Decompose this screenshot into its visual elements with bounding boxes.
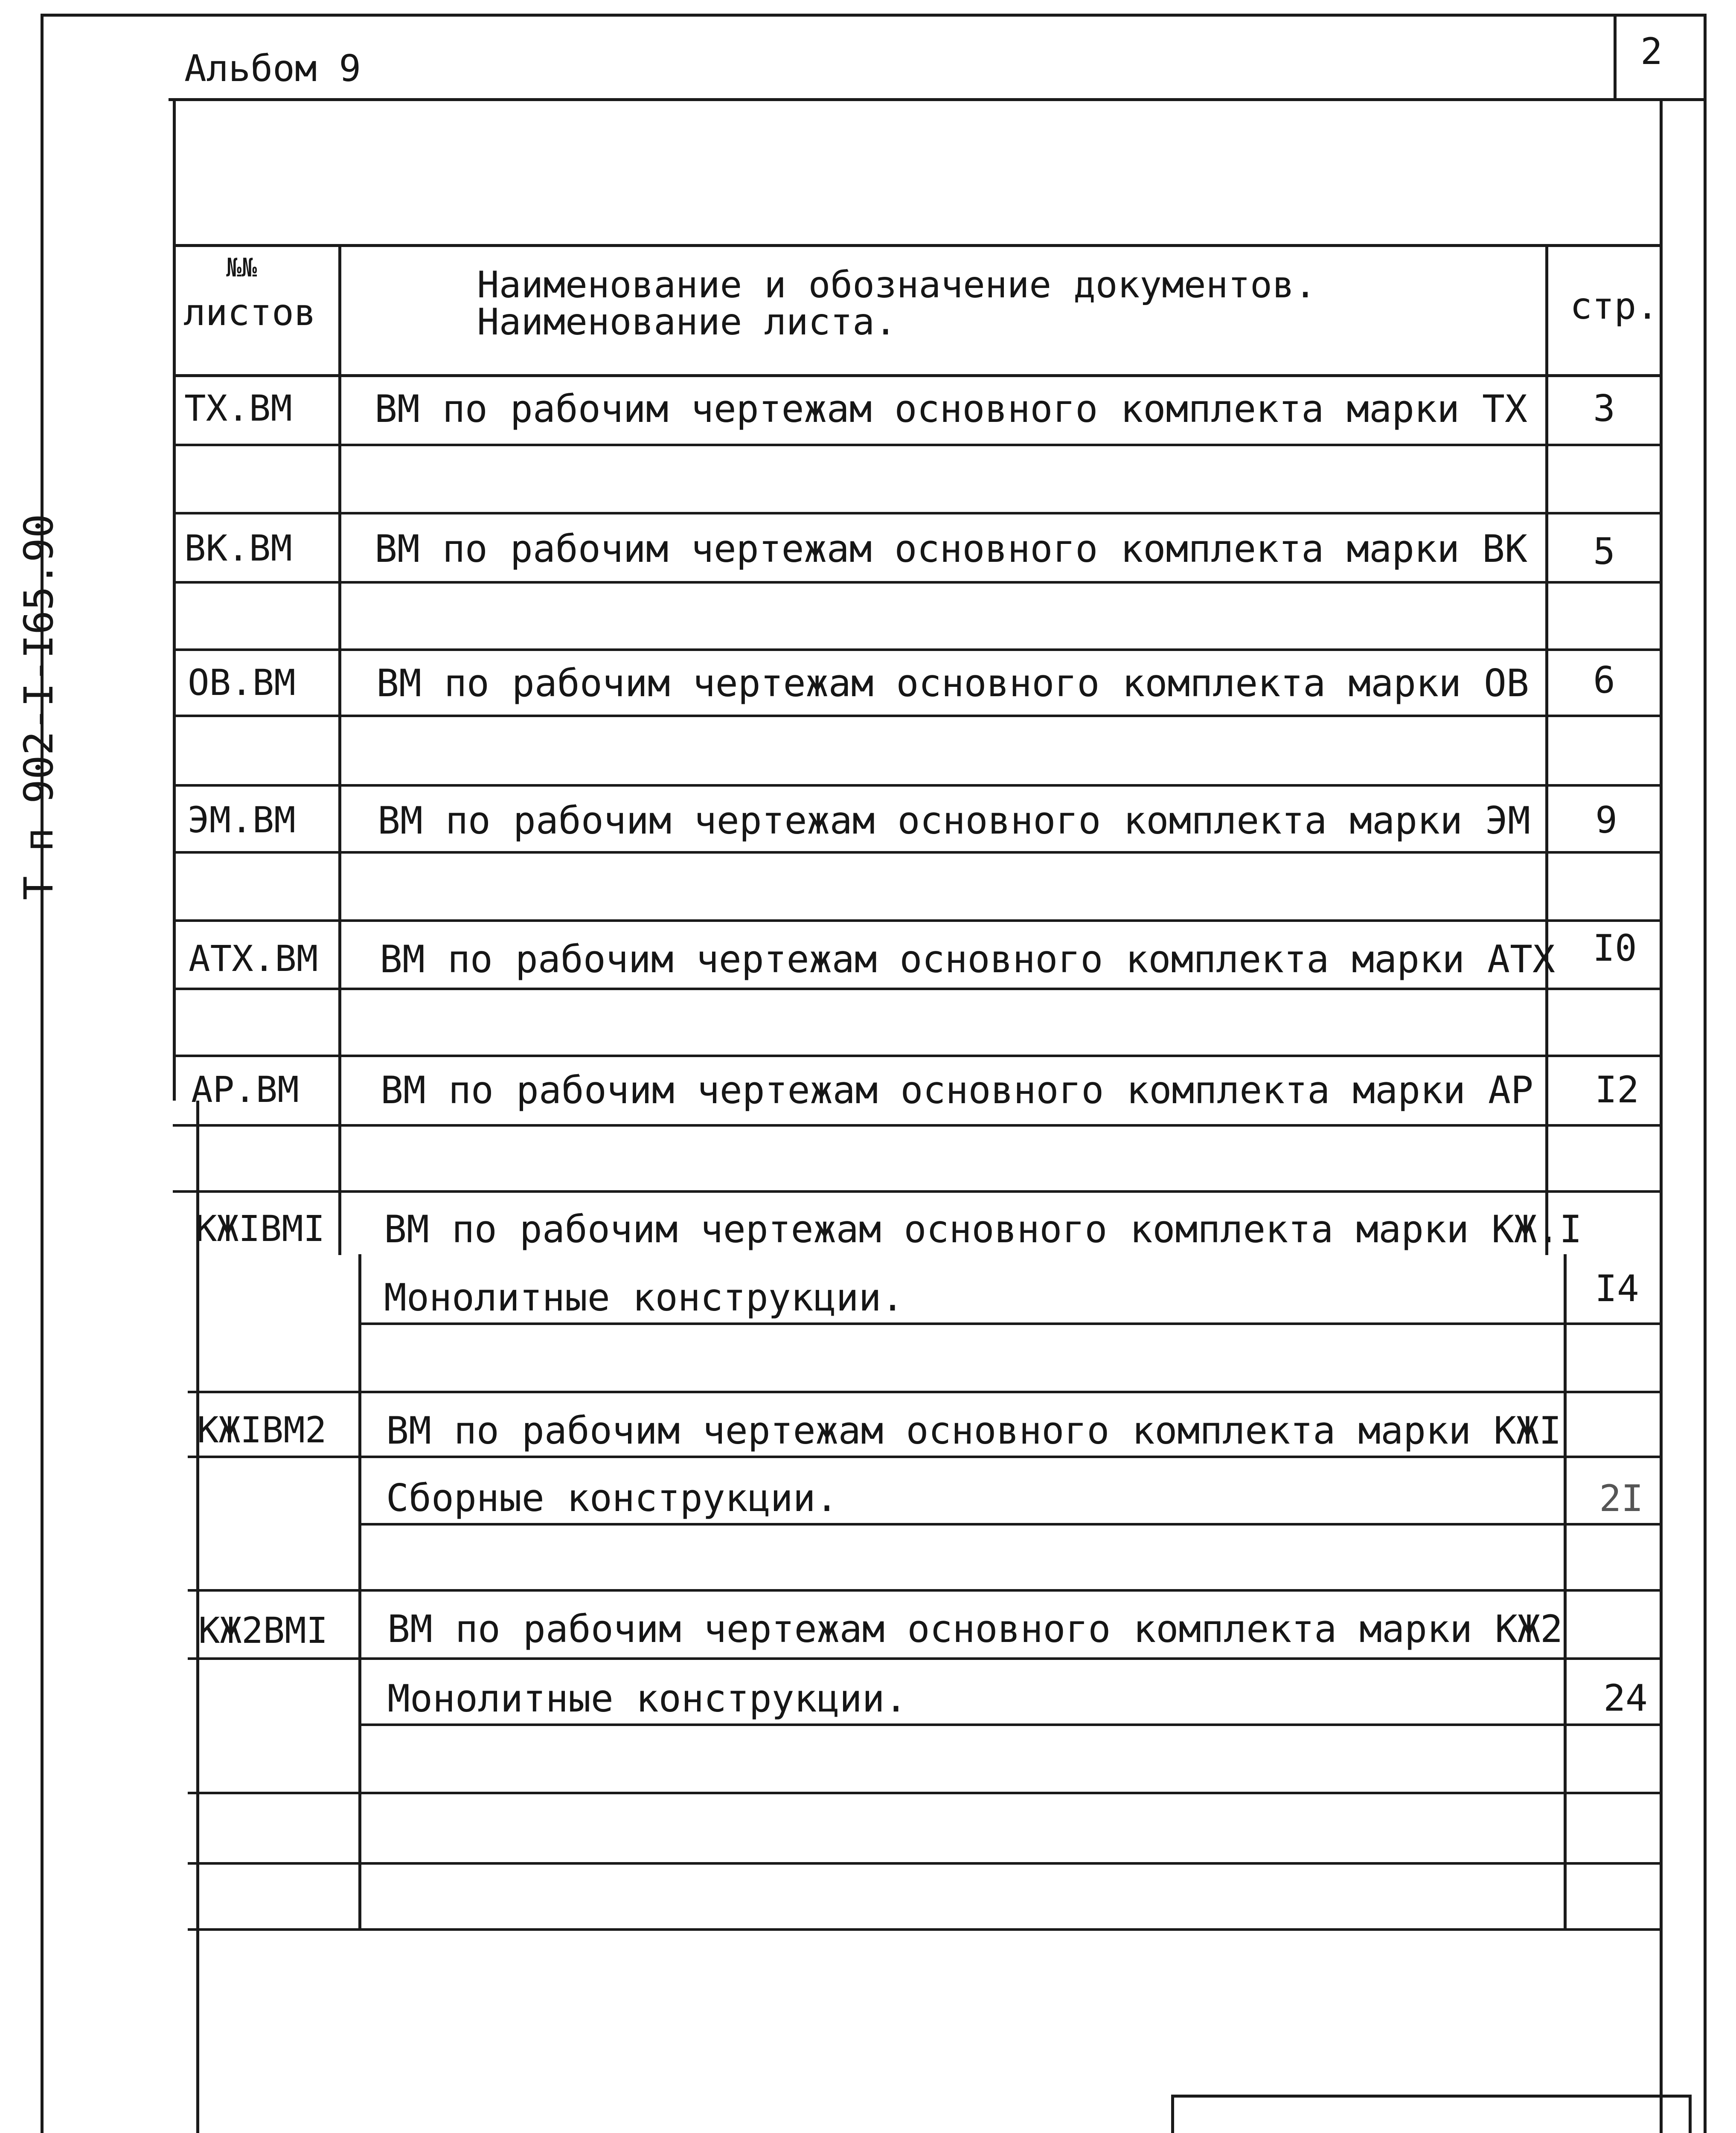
page-ref: I0: [1593, 927, 1637, 970]
column-header-bottom-line: [173, 374, 1663, 377]
page-ref: 24: [1603, 1677, 1648, 1720]
document-name: ВМ по рабочим чертежам основного комплекта марки КЖI: [386, 1409, 1562, 1453]
sheet-code: ОВ.ВМ: [188, 662, 296, 703]
column-divider-code-lower: [358, 1254, 361, 1930]
col-header-title-1: Наименование и обозначение документов.: [477, 264, 1317, 306]
column-divider-code: [338, 244, 341, 1255]
row-line: [188, 1391, 1663, 1393]
document-name: ВМ по рабочим чертежам основного комплекта марки АР: [381, 1068, 1534, 1112]
frame-top-line: [41, 14, 1707, 17]
row-line: [173, 784, 1663, 787]
page-ref: 2I: [1599, 1477, 1643, 1520]
frame-right-line: [1704, 14, 1707, 2133]
sheet-code: ВК.ВМ: [184, 527, 292, 569]
row-line: [188, 1456, 1663, 1458]
page-number: 2: [1640, 30, 1663, 73]
column-divider-page: [1545, 244, 1548, 1255]
document-name: ВМ по рабочим чертежам основного комплекта марки КЖ2: [387, 1607, 1563, 1651]
row-line: [188, 1589, 1663, 1592]
page-ref: 3: [1593, 387, 1615, 430]
document-name: ВМ по рабочим чертежам основного комплекта марки ТХ: [375, 387, 1528, 431]
row-line: [173, 648, 1663, 651]
row-line: [173, 715, 1663, 717]
row-line: [358, 1523, 1663, 1526]
sheet-code: КЖIВМI: [195, 1208, 325, 1250]
col-header-sheets-symbol: №№: [226, 253, 257, 283]
col-header-page: стр.: [1570, 285, 1659, 328]
album-label: Альбом 9: [184, 47, 361, 90]
document-name: ВМ по рабочим чертежам основного комплекта марки ЭМ: [378, 799, 1531, 843]
row-line: [173, 581, 1663, 584]
page-ref: I2: [1595, 1069, 1639, 1111]
document-name: ВМ по рабочим чертежам основного комплекта марки ОВ: [376, 661, 1530, 705]
sheet-code: ТХ.ВМ: [184, 387, 292, 429]
row-line: [188, 1792, 1663, 1794]
row-line: [173, 444, 1663, 446]
col-header-sheets: листов: [183, 291, 316, 334]
row-line: [358, 1723, 1663, 1726]
frame-left-line: [41, 14, 44, 2133]
row-line: [173, 1190, 1663, 1193]
document-name: ВМ по рабочим чертежам основного комплекта марки КЖ.I: [384, 1207, 1582, 1251]
page-ref: 6: [1593, 659, 1615, 702]
side-stamp-code: Т п 902-I-I65.90: [16, 514, 62, 900]
row-line: [173, 851, 1663, 854]
sheet-code: КЖIВМ2: [197, 1409, 327, 1451]
inner-left-line: [173, 98, 176, 1101]
inner-right-line: [1660, 98, 1663, 2133]
page-ref: 5: [1593, 530, 1615, 573]
row-line: [173, 1055, 1663, 1057]
document-subtitle: Монолитные конструкции.: [384, 1276, 904, 1319]
sheet-code: АТХ.ВМ: [189, 938, 318, 979]
document-name: ВМ по рабочим чертежам основного комплекта марки АТХ: [380, 937, 1555, 981]
page-ref: I4: [1595, 1267, 1639, 1310]
col-header-title-2: Наименование листа.: [477, 301, 897, 343]
stamp-box-right: [1689, 2095, 1692, 2133]
stamp-box-top: [1171, 2095, 1692, 2098]
document-subtitle: Сборные конструкции.: [386, 1476, 838, 1520]
sheet-code: ЭМ.ВМ: [188, 799, 296, 841]
row-line: [173, 512, 1663, 514]
stamp-box-left: [1171, 2095, 1174, 2133]
sheet-code: КЖ2ВМI: [198, 1610, 328, 1651]
sheet-code: АР.ВМ: [191, 1069, 299, 1110]
document-name: ВМ по рабочим чертежам основного комплекта марки ВК: [375, 527, 1528, 571]
page-box-left-line: [1614, 14, 1617, 101]
column-divider-page-lower: [1564, 1254, 1567, 1930]
blank-band-bottom-line: [173, 244, 1663, 247]
row-line: [173, 988, 1663, 990]
header-bottom-line: [169, 98, 1707, 101]
row-line: [188, 1928, 1663, 1931]
page-ref: 9: [1595, 799, 1617, 842]
document-subtitle: Монолитные конструкции.: [387, 1677, 907, 1720]
row-line: [173, 1124, 1663, 1127]
row-line: [188, 1657, 1663, 1660]
row-line: [173, 919, 1663, 922]
row-line: [188, 1862, 1663, 1865]
row-line: [358, 1322, 1663, 1325]
